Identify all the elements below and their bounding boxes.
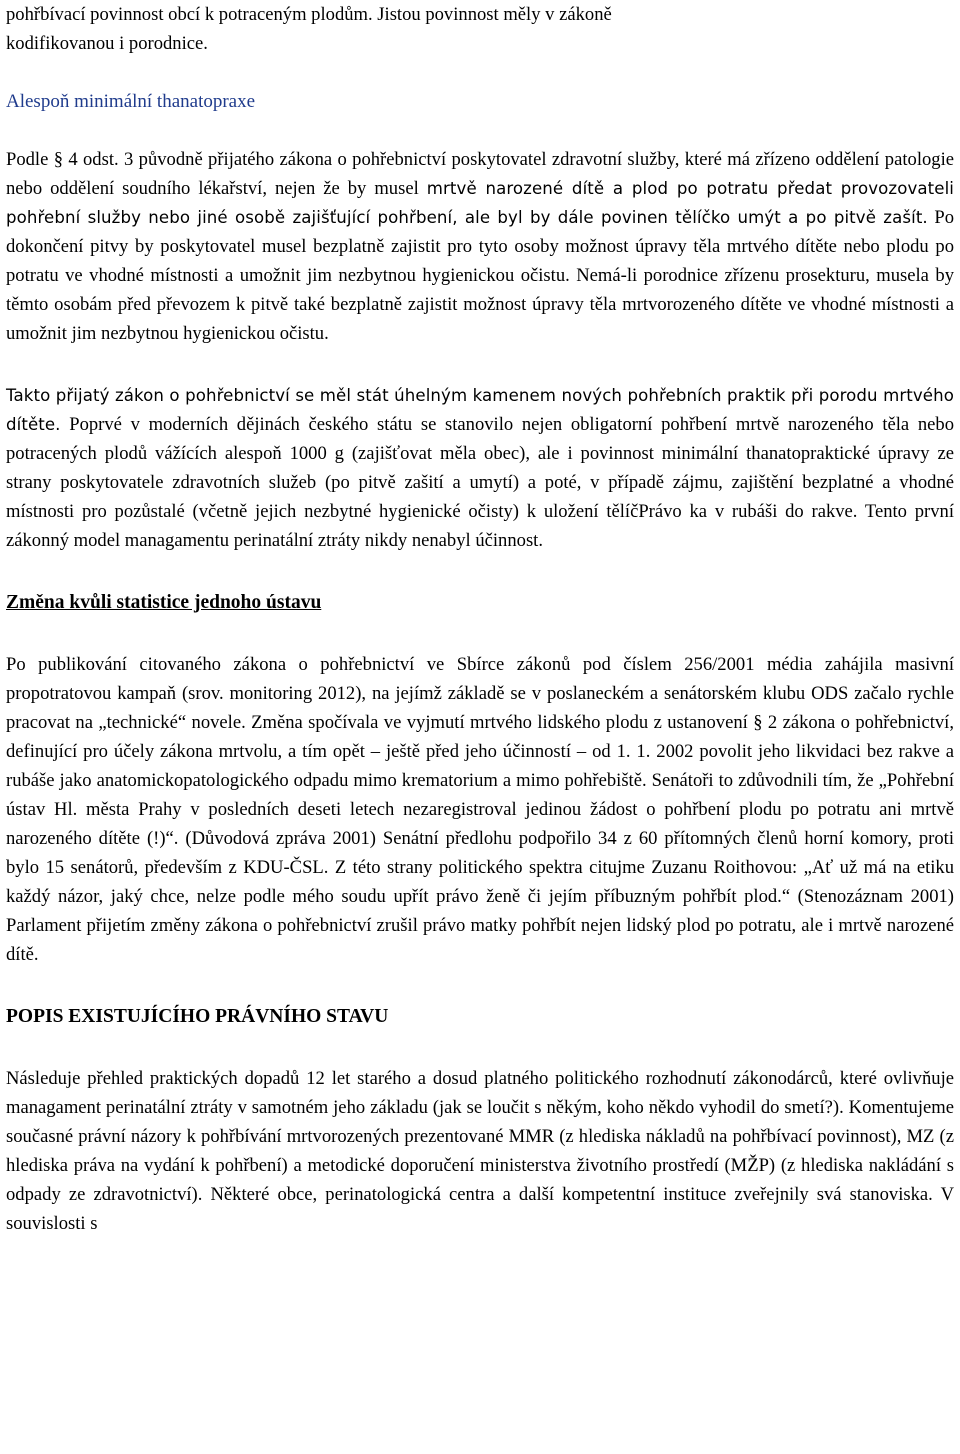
spacer	[6, 116, 954, 145]
heading-zmena: Změna kvůli statistice jednoho ústavu	[6, 592, 322, 613]
heading-minimal-thanatopraxis: Alespoň minimální thanatopraxe	[6, 91, 256, 112]
heading-popis: POPIS EXISTUJÍCÍHO PRÁVNÍHO STAVU	[6, 1006, 389, 1027]
document-page	[6, 0, 954, 1238]
paragraph-rest-text: Poprvé v moderních dějinách českého státu se stanovilo nejen obligatorní pohřbení mrtvě narozeného těla nebo potracených plodů vážících alespoň 1000 g (zajišťovat měla obec), ale i povinnost minimální thanatopraktické úpravy ze strany poskytovatele zdravotních služeb (po pitvě zašití a umytí) a poté, v případě zájmu, zajištění bezplatné a vhodné místnosti pro pozůstalé (včetně jejich nezbytné hygienické očisty) k uložení tělíčPrávo ka v rubáši do rakve. Tento první zákonný model managamentu perinatální ztráty nikdy nenabyl účinnost.	[6, 414, 954, 551]
paragraph-zmena: Po publikování citovaného zákona o pohřebnictví ve Sbírce zákonů pod číslem 256/2001 média zahájila masivní propotratovou kampaň (srov. monitoring 2012), na jejímž základě se v poslaneckém a senátorském klubu ODS začalo rychle pracovat na „technické“ novele. Změna spočívala ve vyjmutí mrtvého lidského plodu z ustanovení § 2 zákona o pohřebnictví, definující pro účely zákona mrtvolu, a tím opět – ještě před jeho účinností – od 1. 1. 2002 povolit jeho likvidaci bez rakve a rubáše jako anatomickopatologického odpadu mimo krematorium a mimo pohřebiště. Senátoři to zdůvodnili tím, že „Pohřební ústav Hl. města Prahy v posledních deseti letech nezaregistroval jedinou žádost o pohřbení plodu po potratu ani mrtvě narozeného dítěte (!)“. (Důvodová zpráva 2001) Senátní předlohu podpořilo 34 z 60 přítomných členů horní komory, proti bylo 15 senátorů, především z KDU-ČSL. Z této strany politického spektra citujme Zuzanu Roithovou: „Ať už má na etiku každý názor, jaký chce, nelze podle mého soudu upřít právo ženě či jejím příbuzným pohřbít plod.“ (Stenozáznam 2001) Parlament přijetím změny zákona o pohřebnictví zrušil právo matky pohřbít nejen lidský plod po potratu, ale i mrtvě narozené dítě.	[6, 654, 954, 965]
paragraph-lead-text: Podle § 4 odst. 3 původně přijatého zákona o pohřebnictví poskytovatel zdravotní služby, které má zřízeno oddělení patologie nebo oddělení soudního lékařství, nejen že by musel	[6, 149, 954, 199]
paragraph-sans-text: mrtvě narozené dítě a plod po potratu předat provozovateli pohřební služby nebo jiné osobě zajišťující pohřbení, ale byl by dále povinen tělíčko umýt a po pitvě zašít.	[6, 179, 954, 227]
intro-line-2: kodifikovanou i porodnice.	[6, 33, 208, 54]
paragraph-sans-text: Takto přijatý zákon o pohřebnictví se měl stát úhelným kamenem nových pohřebních praktik při porodu mrtvého dítěte.	[6, 386, 954, 434]
spacer	[6, 969, 954, 1002]
spacer	[6, 1031, 954, 1064]
spacer	[6, 348, 954, 381]
paragraph-takto	[6, 381, 954, 555]
intro-line-1: pohřbívací povinnost obcí k potraceným plodům. Jistou povinnost měly v zákoně	[6, 4, 612, 25]
intro-paragraph	[6, 0, 954, 58]
spacer	[6, 617, 954, 650]
spacer	[6, 58, 954, 87]
paragraph-minimal-thanatopraxis	[6, 145, 954, 348]
paragraph-rest-text: Po dokončení pitvy by poskytovatel musel bezplatně zajistit pro tyto osoby možnost úpravy těla mrtvého dítěte nebo plodu po potratu ve vhodné místnosti a umožnit jim nezbytnou hygienickou očistu. Nemá-li porodnice zřízenu prosekturu, musela by těmto osobám před převozem k pitvě také bezplatně zajistit možnost úpravy těla mrtvorozeného dítěte ve vhodné místnosti a umožnit jim nezbytnou hygienickou očistu.	[6, 207, 954, 344]
spacer	[6, 555, 954, 588]
paragraph-popis: Následuje přehled praktických dopadů 12 let starého a dosud platného politického rozhodnutí zákonodárců, které ovlivňuje managament perinatální ztráty v samotném jeho základu (jak se loučit s někým, koho někdo vyhodil do smetí?). Komentujeme současné právní názory k pohřbívání mrtvorozených prezentované MMR (z hlediska nákladů na pohřbívací povinnost), MZ (z hlediska práva na vydání k pohřbení) a metodické doporučení ministerstva životního prostředí (MŽP) (z hlediska nakládání s odpady ze zdravotnictví). Některé obce, perinatologická centra a další kompetentní instituce zveřejnily svá stanoviska. V souvislosti s	[6, 1068, 954, 1234]
